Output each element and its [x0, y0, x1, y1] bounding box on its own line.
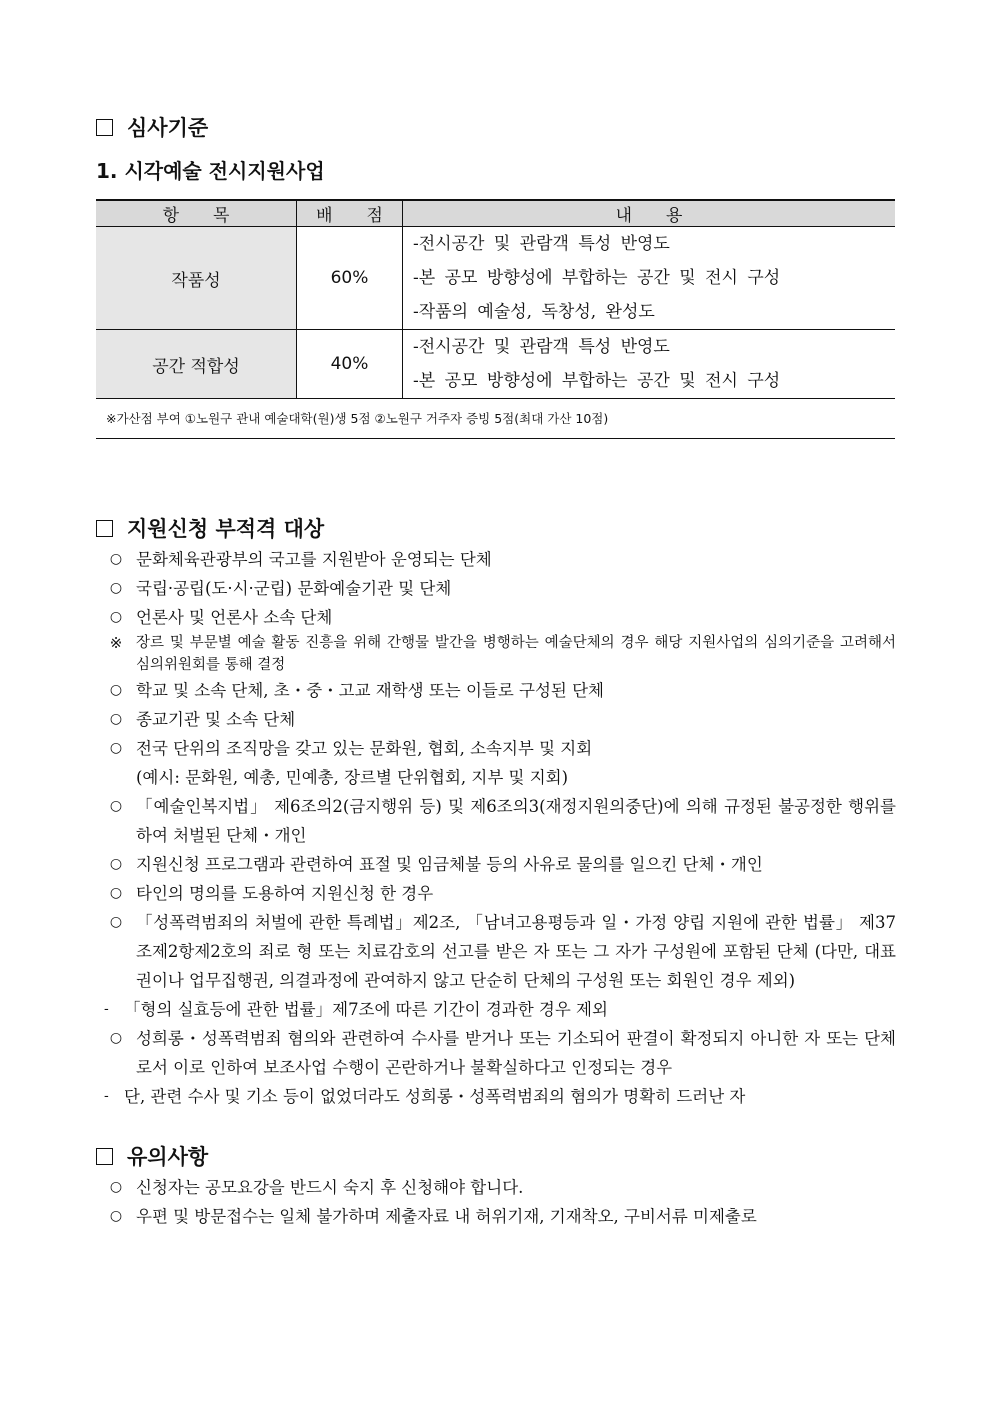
list-item-text: 「성폭력범죄의 처벌에 관한 특례법」제2조, 「남녀고용평등과 일・가정 양립 지원에 관한 법률」 제37조제2항제2호의 죄로 형 또는 치료감호의 선고를 받은 자 또는 그 자가 구성원에 포함된 단체 (다만, 대표권이나 업무집행권, 의결과정에 관여하지 않고 단순히 단체의 구성원 또는 회원인 경우 제외)	[136, 913, 896, 990]
ineligible-list	[96, 545, 896, 1111]
criteria-table	[96, 199, 895, 399]
list-item-text: 종교기관 및 소속 단체	[136, 710, 296, 729]
subsection-title: 1. 시각예술 전시지원사업	[96, 158, 325, 183]
row-category: 작품성	[96, 227, 297, 330]
table-row	[96, 227, 895, 330]
list-item-text: 학교 및 소속 단체, 초・중・고교 재학생 또는 이들로 구성된 단체	[136, 681, 604, 700]
list-item	[96, 632, 896, 676]
notes-list	[96, 1173, 896, 1231]
list-item-text: 성희롱・성폭력범죄 혐의와 관련하여 수사를 받거나 또는 기소되어 판결이 확정되지 아니한 자 또는 단체로서 이로 인하여 보조사업 수행이 곤란하거나 불확실하다고 인정되는 경우	[136, 1029, 896, 1077]
list-item	[96, 850, 896, 879]
section-title-criteria: 심사기준	[96, 110, 896, 144]
list-item-text: 문화체육관광부의 국고를 지원받아 운영되는 단체	[136, 550, 492, 569]
list-item	[96, 1202, 896, 1231]
list-bullet: ○	[109, 856, 123, 872]
header-score: 배 점	[297, 200, 403, 227]
list-item-text: 「예술인복지법」 제6조의2(금지행위 등) 및 제6조의3(재정지원의중단)에 의해 규정된 불공정한 행위를 하여 처벌된 단체・개인	[136, 797, 896, 845]
list-bullet: ○	[109, 914, 123, 930]
list-bullet: -	[104, 1088, 109, 1104]
list-item	[96, 705, 896, 734]
table-row	[96, 330, 895, 399]
list-bullet: ○	[109, 1179, 123, 1195]
list-item	[96, 908, 896, 995]
list-item	[96, 763, 896, 792]
list-bullet: ○	[109, 740, 123, 756]
list-bullet: ○	[109, 711, 123, 727]
list-bullet: ○	[109, 885, 123, 901]
list-item-text: 언론사 및 언론사 소속 단체	[136, 608, 333, 627]
row-content	[403, 227, 896, 330]
list-item	[96, 1173, 896, 1202]
list-item-text: 「형의 실효등에 관한 법률」제7조에 따른 기간이 경과한 경우 제외	[124, 1000, 608, 1019]
document-page	[96, 110, 896, 1231]
section-title-notes: 유의사항	[96, 1139, 896, 1173]
table-header-row	[96, 200, 895, 227]
list-item	[96, 603, 896, 632]
list-bullet: ○	[109, 580, 123, 596]
list-item	[96, 734, 896, 763]
bonus-note: ※가산점 부여 ①노원구 관내 예술대학(원)생 5점 ②노원구 거주자 증빙 5점(최대 가산 10점)	[96, 399, 895, 439]
list-bullet: -	[104, 1001, 109, 1017]
row-score: 40%	[297, 330, 403, 399]
list-item	[96, 995, 896, 1024]
list-item	[96, 545, 896, 574]
row-score: 60%	[297, 227, 403, 330]
list-bullet: ○	[109, 609, 123, 625]
list-bullet	[96, 763, 136, 792]
content-line: -전시공간 및 관람객 특성 반영도	[413, 234, 670, 254]
list-item-text: 신청자는 공모요강을 반드시 숙지 후 신청해야 합니다.	[136, 1178, 524, 1197]
section-title-ineligible: 지원신청 부적격 대상	[96, 511, 896, 545]
list-item-text: 국립·공립(도·시·군립) 문화예술기관 및 단체	[136, 579, 452, 598]
list-item-text: 단, 관련 수사 및 기소 등이 없었더라도 성희롱・성폭력범죄의 혐의가 명확히 드러난 자	[124, 1087, 746, 1106]
list-bullet: ※	[109, 634, 123, 652]
list-item	[96, 1082, 896, 1111]
row-content	[403, 330, 896, 399]
list-bullet: ○	[109, 1208, 123, 1224]
list-item	[96, 676, 896, 705]
list-item	[96, 574, 896, 603]
list-item-text: 우편 및 방문접수는 일체 불가하며 제출자료 내 허위기재, 기재착오, 구비서류 미제출로	[136, 1207, 757, 1226]
list-bullet: ○	[109, 1030, 123, 1046]
header-content: 내 용	[403, 200, 896, 227]
checkbox-square-icon	[96, 119, 113, 136]
list-item	[96, 792, 896, 850]
row-category: 공간 적합성	[96, 330, 297, 399]
list-item-text: 장르 및 부문별 예술 활동 진흥을 위해 간행물 발간을 병행하는 예술단체의 경우 해당 지원사업의 심의기준을 고려해서 심의위원회를 통해 결정	[136, 635, 896, 673]
checkbox-square-icon	[96, 520, 113, 537]
checkbox-square-icon	[96, 1148, 113, 1165]
list-bullet: ○	[109, 551, 123, 567]
content-line: -본 공모 방향성에 부합하는 공간 및 전시 구성	[413, 268, 781, 288]
content-line: -본 공모 방향성에 부합하는 공간 및 전시 구성	[413, 371, 781, 391]
content-line: -작품의 예술성, 독창성, 완성도	[413, 302, 655, 322]
list-bullet: ○	[109, 682, 123, 698]
list-bullet: ○	[109, 798, 123, 814]
list-item-text: 타인의 명의를 도용하여 지원신청 한 경우	[136, 884, 434, 903]
header-item: 항 목	[96, 200, 297, 227]
list-item	[96, 879, 896, 908]
list-item-text: 전국 단위의 조직망을 갖고 있는 문화원, 협회, 소속지부 및 지회	[136, 739, 593, 758]
content-line: -전시공간 및 관람객 특성 반영도	[413, 337, 670, 357]
list-item-text: (예시: 문화원, 예총, 민예총, 장르별 단위협회, 지부 및 지회)	[136, 768, 569, 787]
list-item-text: 지원신청 프로그램과 관련하여 표절 및 임금체불 등의 사유로 물의를 일으킨 단체・개인	[136, 855, 763, 874]
list-item	[96, 1024, 896, 1082]
